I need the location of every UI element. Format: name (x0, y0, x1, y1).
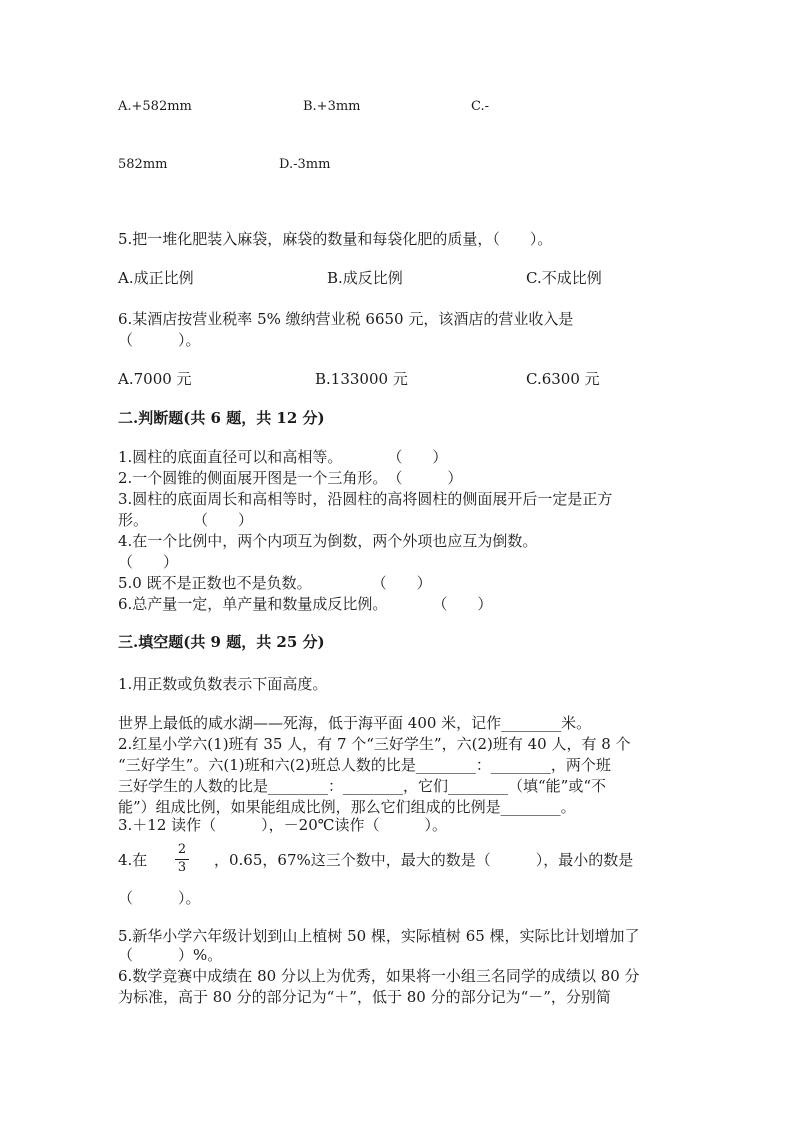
q6-stem-line2: （ ）。 (118, 331, 201, 349)
fill-q2-line4: 能”）组成比例，如果能组成比例，那么它们组成的比例是________。 (118, 798, 576, 816)
fraction-two-thirds (175, 843, 189, 875)
section-2-heading: 二.判断题(共 6 题，共 12 分) (118, 409, 325, 427)
fill-q1-stem: 1.用正数或负数表示下面高度。 (118, 675, 328, 693)
tf-item-3-line1: 3.圆柱的底面周长和高相等时，沿圆柱的高将圆柱的侧面展开后一定是正方 (118, 490, 613, 508)
q4-option-b: B.+3mm (303, 99, 361, 114)
tf-item-4-line2: （ ） (118, 553, 179, 571)
q5-stem: 5.把一堆化肥装入麻袋，麻袋的数量和每袋化肥的质量，（ ）。 (118, 230, 553, 248)
section-3-heading: 三.填空题(共 9 题，共 25 分) (118, 633, 325, 651)
q4-option-c-part1: C.- (471, 99, 490, 114)
q6-stem-line1: 6.某酒店按营业税率 5% 缴纳营业税 6650 元，该酒店的营业收入是 (118, 310, 574, 328)
fraction-denominator: 3 (177, 860, 187, 875)
tf-item-6: 6.总产量一定，单产量和数量成反比例。 （ ） (118, 595, 493, 613)
tf-item-5: 5.0 既不是正数也不是负数。 （ ） (118, 574, 432, 592)
fill-q4-prefix: 4.在 (118, 851, 148, 869)
fill-q1-line: 世界上最低的咸水湖——死海，低于海平面 400 米，记作________米。 (118, 714, 592, 732)
fill-q3-line: 3.＋12 读作（ ），－20℃读作（ ）。 (118, 816, 448, 834)
q5-option-c: C.不成比例 (526, 269, 602, 287)
fraction-numerator: 2 (177, 842, 187, 857)
q4-option-d: D.-3mm (279, 157, 331, 172)
fill-q2-line1: 2.红星小学六(1)班有 35 人，有 7 个“三好学生”，六(2)班有 40 人，有 8 个 (118, 735, 631, 753)
q4-option-a: A.+582mm (118, 99, 192, 114)
tf-item-4-line1: 4.在一个比例中，两个内项互为倒数，两个外项也应互为倒数。 (118, 532, 538, 550)
fill-q5-line2: （ ）%。 (118, 946, 223, 964)
fill-q5-line1: 5.新华小学六年级计划到山上植树 50 棵，实际植树 65 棵，实际比计划增加了 (118, 927, 640, 945)
q5-option-b: B.成反比例 (327, 269, 403, 287)
fill-q6-line1: 6.数学竞赛中成绩在 80 分以上为优秀，如果将一小组三名同学的成绩以 80 分 (118, 967, 640, 985)
q5-option-a: A.成正比例 (118, 269, 194, 287)
fill-q4-rest: ，0.65，67%这三个数中，最大的数是（ ），最小的数是 (214, 851, 634, 869)
tf-item-1: 1.圆柱的底面直径可以和高相等。 （ ） (118, 448, 448, 466)
tf-item-3-line2: 形。 （ ） (118, 511, 254, 529)
q6-option-a: A.7000 元 (118, 370, 192, 388)
q6-option-c: C.6300 元 (526, 370, 600, 388)
tf-item-2: 2.一个圆锥的侧面展开图是一个三角形。 （ ） (118, 469, 463, 487)
fill-q4-line2: （ ）。 (118, 889, 201, 907)
fill-q2-line3: 三好学生的人数的比是________：________，它们________（填“能”或“不 (118, 777, 607, 795)
fill-q6-line2: 为标准，高于 80 分的部分记为“＋”，低于 80 分的部分记为“－”，分别简 (118, 988, 611, 1006)
q6-option-b: B.133000 元 (315, 370, 408, 388)
q4-option-c-part2: 582mm (118, 157, 168, 172)
fill-q2-line2: “三好学生”。六(1)班和六(2)班总人数的比是________：________，两个班 (118, 756, 611, 774)
